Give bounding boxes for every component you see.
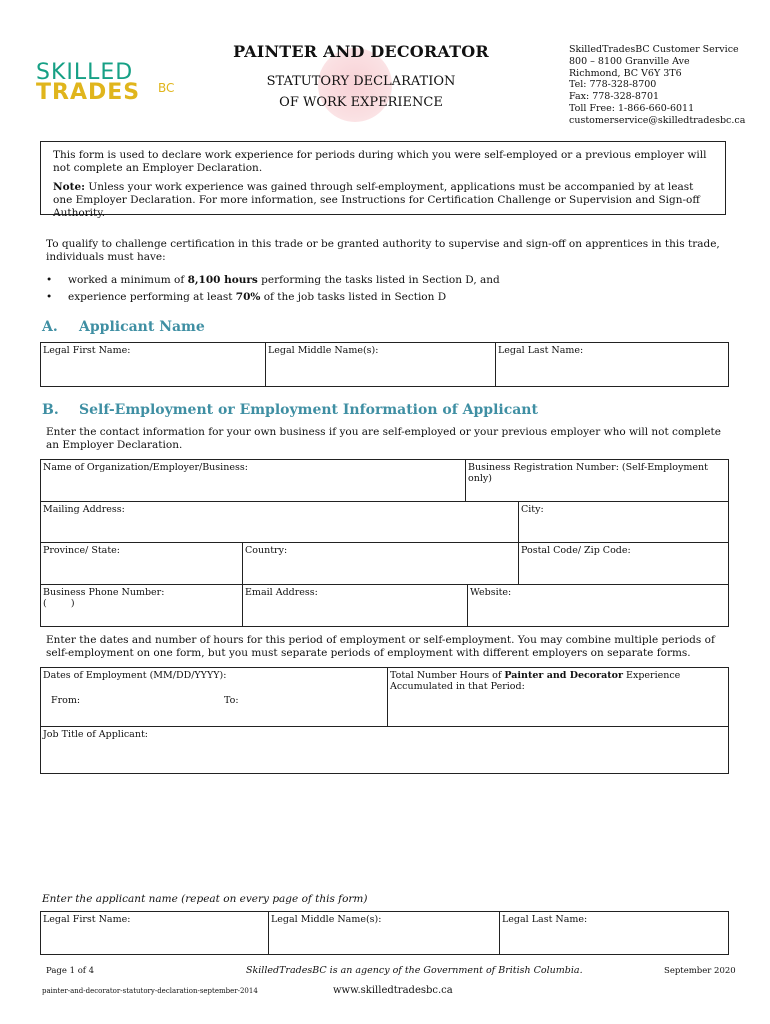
business-registration-field[interactable] bbox=[466, 460, 729, 502]
applicant-name-table bbox=[40, 342, 729, 387]
bullet-dot: • bbox=[46, 274, 53, 286]
employer-info-table-1 bbox=[40, 459, 729, 502]
bullet-text: performing the tasks listed in Section D, and bbox=[257, 274, 500, 286]
field-label: Legal First Name: bbox=[43, 914, 131, 925]
repeat-name-table bbox=[40, 911, 729, 955]
field-label: Experience Accumulated in that Period: bbox=[390, 670, 681, 692]
note-label: Note: bbox=[53, 181, 86, 193]
field-label: Website: bbox=[470, 587, 512, 598]
city-field[interactable] bbox=[519, 502, 729, 543]
field-label: Total Number Hours of bbox=[390, 670, 505, 681]
field-label: City: bbox=[521, 504, 544, 515]
section-title: Self-Employment or Employment Information of Applicant bbox=[79, 402, 538, 418]
note-text: Unless your work experience was gained through self-employment, applications must be accompanied by at least one Employer Declaration. For more information, see Instructions for Certification Challenge or Supervision and Sign-off Authority. bbox=[53, 181, 700, 219]
section-letter: A. bbox=[42, 319, 58, 335]
section-a-heading bbox=[42, 319, 205, 335]
bullet-percent bbox=[68, 291, 446, 303]
bullet-dot: • bbox=[46, 291, 53, 303]
dates-instructions: Enter the dates and number of hours for this period of employment or self-employment. You may combine multiple periods of self-employment on one form, but you must separate periods of employment with different employers on separate forms. bbox=[46, 634, 715, 659]
country-field[interactable] bbox=[243, 543, 519, 585]
to-label: To: bbox=[224, 695, 239, 706]
dates-table bbox=[40, 667, 729, 727]
logo-bc-text: BC bbox=[158, 81, 175, 95]
legal-first-name-field[interactable] bbox=[41, 343, 266, 387]
repeat-first-name-field[interactable] bbox=[41, 912, 269, 955]
bullet-bold: 8,100 hours bbox=[187, 274, 258, 286]
business-phone-field[interactable] bbox=[41, 585, 243, 627]
dates-of-employment-field[interactable] bbox=[41, 668, 388, 727]
field-label: Legal First Name: bbox=[43, 345, 131, 356]
section-b-instructions: Enter the contact information for your own business if you are self-employed or your previous employer who will not complete an Employer Declaration. bbox=[46, 426, 721, 451]
info-text: This form is used to declare work experience for periods during which you were self-employed or a previous employer will not complete an Employer Declaration. bbox=[53, 149, 707, 174]
email-address-field[interactable] bbox=[243, 585, 468, 627]
logo-trades-text: TRADES bbox=[36, 80, 141, 105]
field-label: Dates of Employment (MM/DD/YYYY): bbox=[43, 670, 227, 681]
job-title-field[interactable] bbox=[41, 727, 729, 774]
mailing-address-field[interactable] bbox=[41, 502, 519, 543]
repeat-last-name-field[interactable] bbox=[500, 912, 729, 955]
field-label: Business Registration Number: (Self-Employment only) bbox=[468, 462, 708, 484]
employer-info-table-2 bbox=[40, 501, 729, 543]
bullet-text: of the job tasks listed in Section D bbox=[260, 291, 447, 303]
field-label: Business Phone Number: bbox=[43, 587, 165, 598]
field-label: Legal Last Name: bbox=[498, 345, 584, 356]
logo-skilled-text: SKILLED bbox=[36, 60, 134, 85]
form-subtitle-line1: STATUTORY DECLARATION bbox=[266, 74, 456, 89]
footer-website[interactable]: www.skilledtradesbc.ca bbox=[333, 985, 453, 996]
repeat-name-instruction: Enter the applicant name (repeat on every page of this form) bbox=[42, 893, 368, 905]
note-paragraph bbox=[53, 181, 713, 220]
page-number: Page 1 of 4 bbox=[46, 966, 95, 976]
bullet-text: worked a minimum of bbox=[68, 274, 188, 286]
contact-email: customerservice@skilledtradesbc.ca bbox=[569, 114, 746, 126]
field-label: Email Address: bbox=[245, 587, 318, 598]
section-b-heading bbox=[42, 402, 538, 418]
contact-line: Fax: 778-328-8701 bbox=[569, 91, 660, 103]
job-title-table bbox=[40, 726, 729, 774]
total-hours-field[interactable] bbox=[388, 668, 729, 727]
contact-line: Toll Free: 1-866-660-6011 bbox=[569, 102, 695, 114]
agency-statement: SkilledTradesBC is an agency of the Government of British Columbia. bbox=[246, 965, 583, 976]
field-label: Country: bbox=[245, 545, 288, 556]
organization-name-field[interactable] bbox=[41, 460, 466, 502]
website-field[interactable] bbox=[468, 585, 729, 627]
field-label: Name of Organization/Employer/Business: bbox=[43, 462, 248, 473]
field-label: Legal Middle Name(s): bbox=[271, 914, 382, 925]
footer-filename: painter-and-decorator-statutory-declaration-september-2014 bbox=[42, 987, 258, 995]
employer-info-table-4 bbox=[40, 584, 729, 627]
legal-last-name-field[interactable] bbox=[496, 343, 729, 387]
bullet-text: experience performing at least bbox=[68, 291, 236, 303]
field-label: Province/ State: bbox=[43, 545, 120, 556]
contact-line: Richmond, BC V6Y 3T6 bbox=[569, 67, 682, 79]
contact-line: SkilledTradesBC Customer Service bbox=[569, 44, 739, 55]
footer-date: September 2020 bbox=[664, 966, 736, 976]
field-label: Postal Code/ Zip Code: bbox=[521, 545, 631, 556]
section-letter: B. bbox=[42, 402, 59, 418]
province-field[interactable] bbox=[41, 543, 243, 585]
from-label: From: bbox=[51, 695, 81, 706]
section-title: Applicant Name bbox=[79, 319, 205, 335]
field-label: Mailing Address: bbox=[43, 504, 125, 515]
postal-code-field[interactable] bbox=[519, 543, 729, 585]
field-label: Legal Last Name: bbox=[502, 914, 588, 925]
form-title: PAINTER AND DECORATOR bbox=[233, 42, 489, 61]
field-label: Legal Middle Name(s): bbox=[268, 345, 379, 356]
form-subtitle-line2: OF WORK EXPERIENCE bbox=[279, 95, 443, 110]
info-box bbox=[40, 141, 726, 219]
trade-name: Painter and Decorator bbox=[504, 670, 624, 681]
employer-info-table-3 bbox=[40, 542, 729, 585]
repeat-middle-name-field[interactable] bbox=[269, 912, 500, 955]
contact-line: 800 – 8100 Granville Ave bbox=[569, 55, 690, 67]
bullet-hours bbox=[68, 274, 500, 286]
contact-line: Tel: 778-328-8700 bbox=[569, 79, 657, 91]
legal-middle-name-field[interactable] bbox=[266, 343, 496, 387]
contact-block bbox=[569, 44, 745, 127]
field-label: Job Title of Applicant: bbox=[43, 729, 148, 740]
qualify-text: To qualify to challenge certification in this trade or be granted authority to supervise and sign-off on apprentices in this trade, individuals must have: bbox=[46, 238, 720, 263]
phone-area-code: ( ) bbox=[43, 598, 75, 609]
bullet-bold: 70% bbox=[235, 291, 261, 303]
